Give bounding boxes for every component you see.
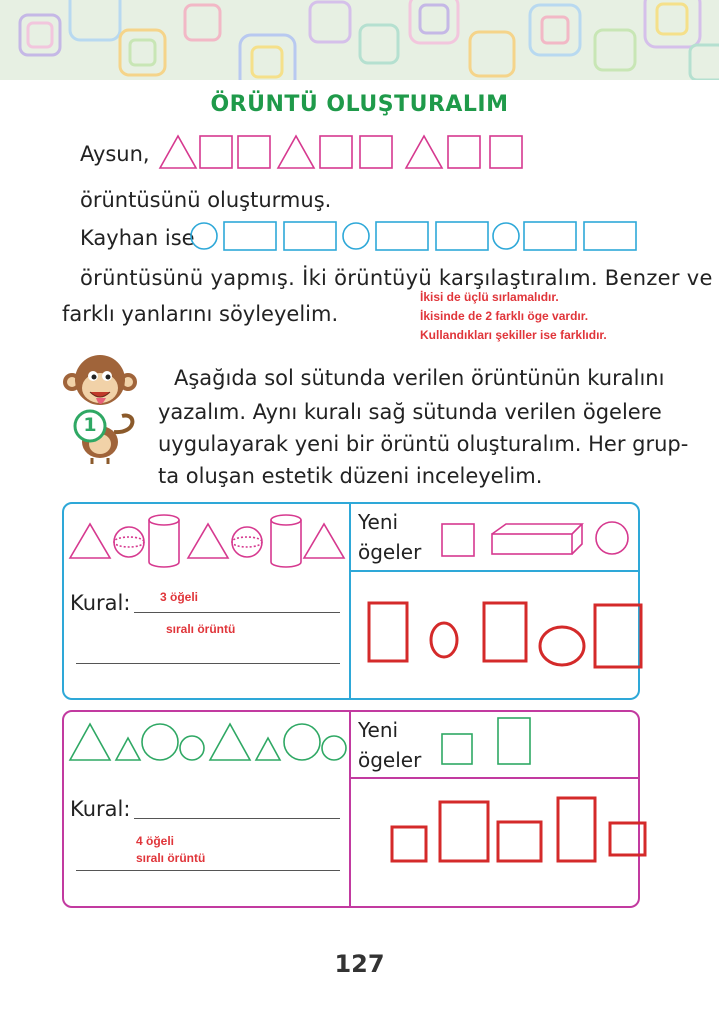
- triangle-shape: [70, 524, 110, 558]
- small-triangle-shape: [116, 738, 140, 760]
- box1-ogeler-label: ögeler: [358, 540, 422, 564]
- box1-pattern-shapes: [66, 510, 348, 572]
- rectangle-shape: [524, 222, 576, 250]
- box1-answer-text-2: sıralı örüntü: [166, 622, 236, 636]
- box2-answer-drawing: [388, 795, 650, 867]
- answer-line-2: İkisinde de 2 farklı öge vardır.: [420, 309, 589, 323]
- rectangle-shape: [498, 718, 530, 764]
- box2-divider-horizontal: [350, 777, 639, 779]
- sphere-shape: [114, 527, 144, 557]
- box1-answer-text-1: 3 öğeli: [160, 590, 199, 604]
- activity-number: 1: [83, 414, 97, 436]
- header-banner: [0, 0, 719, 80]
- drawn-square: [392, 827, 426, 861]
- large-circle-shape: [284, 724, 320, 760]
- square-shape: [360, 136, 392, 168]
- kayhan-pattern: [188, 218, 643, 256]
- monkey-mascot: [62, 352, 142, 464]
- box1-divider-horizontal: [350, 570, 639, 572]
- circle-shape: [596, 522, 628, 554]
- box1-divider-vertical: [349, 503, 351, 699]
- answer-line-3: Kullandıkları şekiller ise farklıdır.: [420, 328, 607, 342]
- large-triangle-shape: [210, 724, 250, 760]
- instruction-line-1: Aşağıda sol sütunda verilen örüntünün kuralını: [174, 366, 665, 390]
- triangle-shape: [160, 136, 196, 168]
- instruction-line-2: yazalım. Aynı kuralı sağ sütunda verilen ögelere: [158, 400, 662, 424]
- rectangle-shape: [436, 222, 488, 250]
- square-shape: [490, 136, 522, 168]
- compare-line-2: farklı yanlarını söyleyelim.: [62, 302, 339, 326]
- circle-shape: [343, 223, 369, 249]
- small-circle-shape: [180, 736, 204, 760]
- cylinder-shape: [149, 515, 179, 525]
- triangle-shape: [188, 524, 228, 558]
- tail-shape: [114, 416, 132, 433]
- box1-kural-label: Kural:: [70, 591, 131, 615]
- box2-answer-text-1: 4 öğeli: [136, 834, 175, 848]
- box2-answer-line-1: [134, 818, 340, 819]
- box1-answer-drawing: [366, 600, 646, 672]
- instruction-line-3: uygulayarak yeni bir örüntü oluşturalım. Her grup-: [158, 432, 689, 456]
- decorative-squares-pattern: [0, 0, 719, 80]
- box1-new-items: [436, 516, 636, 562]
- square-shape: [320, 136, 352, 168]
- drawn-rectangle: [558, 798, 595, 861]
- large-circle-shape: [142, 724, 178, 760]
- drawn-square: [498, 822, 541, 861]
- page-number: 127: [334, 950, 385, 978]
- square-shape: [238, 136, 270, 168]
- drawn-ellipse: [431, 623, 457, 657]
- sphere-shape: [232, 527, 262, 557]
- box2-divider-vertical: [349, 711, 351, 907]
- square-shape: [200, 136, 232, 168]
- box2-pattern-shapes: [66, 718, 348, 768]
- aysun-label: Aysun,: [80, 142, 150, 166]
- triangle-shape: [278, 136, 314, 168]
- drawn-rectangle: [595, 605, 641, 667]
- box1-answer-line-2: [76, 663, 340, 664]
- box2-answer-text-2: sıralı örüntü: [136, 851, 206, 865]
- box2-yeni-label: Yeni: [358, 718, 399, 742]
- box1-answer-line-1: [134, 612, 340, 613]
- circle-shape: [191, 223, 217, 249]
- drawn-rectangle: [369, 603, 407, 661]
- rectangle-shape: [376, 222, 428, 250]
- page-title: ÖRÜNTÜ OLUŞTURALIM: [210, 92, 509, 117]
- cylinder-shape: [271, 515, 301, 525]
- rectangle-shape: [584, 222, 636, 250]
- drawn-square: [610, 823, 645, 855]
- instruction-line-4: ta oluşan estetik düzeni inceleyelim.: [158, 464, 543, 488]
- box1-yeni-label: Yeni: [358, 510, 399, 534]
- triangle-shape: [406, 136, 442, 168]
- compare-line-1: örüntüsünü yapmış. İki örüntüyü karşılaştıralım. Benzer ve: [80, 266, 713, 290]
- drawn-ellipse: [540, 627, 584, 665]
- box2-kural-label: Kural:: [70, 797, 131, 821]
- square-shape: [442, 734, 472, 764]
- drawn-rectangle: [440, 802, 488, 861]
- drawn-rectangle: [484, 603, 526, 661]
- rectangle-shape: [224, 222, 276, 250]
- rectangle-shape: [284, 222, 336, 250]
- large-triangle-shape: [70, 724, 110, 760]
- box2-ogeler-label: ögeler: [358, 748, 422, 772]
- answer-line-1: İkisi de üçlü sırlamalıdır.: [420, 290, 559, 304]
- aysun-suffix: örüntüsünü oluşturmuş.: [80, 188, 332, 212]
- kayhan-label: Kayhan ise: [80, 226, 195, 250]
- aysun-pattern: [150, 130, 540, 172]
- triangle-shape: [304, 524, 344, 558]
- square-shape: [442, 524, 474, 556]
- small-circle-shape: [322, 736, 346, 760]
- box2-new-items: [436, 714, 546, 770]
- small-triangle-shape: [256, 738, 280, 760]
- box2-answer-line-2: [76, 870, 340, 871]
- circle-shape: [493, 223, 519, 249]
- rectangular-prism-shape: [492, 534, 572, 554]
- square-shape: [448, 136, 480, 168]
